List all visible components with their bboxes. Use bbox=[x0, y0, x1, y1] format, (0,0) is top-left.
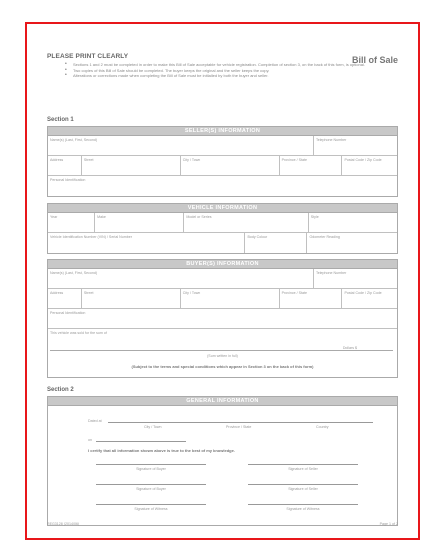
seller-street-field[interactable]: Street bbox=[82, 156, 181, 175]
witness-signature-line-1[interactable] bbox=[96, 504, 206, 505]
bill-of-sale-form bbox=[35, 32, 410, 530]
form-number: REG3128 (2014/06) bbox=[47, 522, 80, 526]
dated-at-label: Dated at bbox=[88, 419, 102, 423]
section-1-label: Section 1 bbox=[47, 117, 74, 123]
sum-written-caption: (Sum written in full) bbox=[207, 354, 238, 358]
seller-phone-field[interactable]: Telephone Number bbox=[315, 137, 347, 142]
witness-signature-caption-1: Signature of Witness bbox=[134, 507, 168, 511]
witness-signature-line-2[interactable] bbox=[248, 504, 358, 505]
general-info-table bbox=[47, 396, 398, 526]
date-line[interactable] bbox=[96, 441, 186, 442]
vehicle-odometer-field[interactable]: Odometer Reading bbox=[309, 234, 340, 239]
buyers-heading: BUYER(S) INFORMATION bbox=[48, 260, 397, 269]
buyer-signature-caption-2: Signature of Buyer bbox=[136, 487, 166, 491]
seller-postal-field[interactable]: Postal Code / Zip Code bbox=[344, 157, 382, 162]
certify-statement: I certify that all information shown above is true to the best of my knowledge. bbox=[88, 448, 235, 453]
buyer-address-label: Address bbox=[48, 289, 82, 308]
form-header bbox=[47, 53, 398, 133]
terms-note: (Subject to the terms and special conditions which appear in Section 3 on the back of this form) bbox=[131, 364, 314, 369]
buyer-province-field[interactable]: Province / State bbox=[280, 289, 343, 308]
buyer-id-field[interactable]: Personal Identification bbox=[50, 310, 86, 315]
vehicle-heading: VEHICLE INFORMATION bbox=[48, 204, 397, 213]
seller-name-field[interactable]: Name(s) (Last, First, Second) bbox=[48, 136, 314, 155]
sum-written-line[interactable] bbox=[50, 350, 393, 351]
vehicle-colour-field[interactable]: Body Colour bbox=[245, 233, 307, 253]
instruction-item: • Alterations or corrections made when completing the Bill of Sale must be initialled by both the buyer and seller. bbox=[65, 73, 365, 78]
print-clearly-heading: PLEASE PRINT CLEARLY bbox=[47, 53, 129, 60]
country-caption: Country bbox=[316, 425, 329, 429]
buyer-signature-line-2[interactable] bbox=[96, 484, 206, 485]
seller-id-field[interactable]: Personal Identification bbox=[50, 177, 86, 182]
instruction-item: • Sections 1 and 2 must be completed in order to make this Bill of Sale acceptable for vehicle registration. Completion of section 3, on the back of this form, is optional. bbox=[65, 62, 365, 67]
sellers-table bbox=[47, 126, 398, 197]
seller-city-field[interactable]: City / Town bbox=[181, 156, 280, 175]
section-2-label: Section 2 bbox=[47, 387, 74, 393]
vehicle-table bbox=[47, 203, 398, 254]
sellers-heading: SELLER(S) INFORMATION bbox=[48, 127, 397, 136]
province-caption: Province / State bbox=[226, 425, 252, 429]
vehicle-vin-field[interactable]: Vehicle Identification Number (VIN) / Serial Number bbox=[48, 233, 245, 253]
seller-province-field[interactable]: Province / State bbox=[280, 156, 343, 175]
dollars-label: Dollars $ bbox=[342, 346, 357, 350]
seller-signature-line-1[interactable] bbox=[248, 464, 358, 465]
vehicle-style-field[interactable]: Style bbox=[310, 214, 319, 219]
buyers-table bbox=[47, 259, 398, 378]
city-caption: City / Town bbox=[144, 425, 162, 429]
sold-for-label: This vehicle was sold for the sum of bbox=[50, 331, 107, 335]
buyer-signature-caption-1: Signature of Buyer bbox=[136, 467, 166, 471]
seller-signature-line-2[interactable] bbox=[248, 484, 358, 485]
seller-address-label: Address bbox=[48, 156, 82, 175]
dated-at-line[interactable] bbox=[108, 422, 373, 423]
instruction-item: • Two copies of this Bill of Sale should be completed. The buyer keeps the original and the seller keeps the copy. bbox=[65, 68, 365, 73]
vehicle-year-field[interactable]: Year bbox=[48, 213, 95, 232]
document-frame bbox=[25, 22, 420, 540]
buyer-city-field[interactable]: City / Town bbox=[181, 289, 280, 308]
seller-signature-caption-1: Signature of Seller bbox=[288, 467, 318, 471]
sale-sum-row bbox=[48, 329, 397, 377]
buyer-signature-line-1[interactable] bbox=[96, 464, 206, 465]
seller-signature-caption-2: Signature of Seller bbox=[288, 487, 318, 491]
general-info-heading: GENERAL INFORMATION bbox=[48, 397, 397, 406]
on-label: on bbox=[88, 438, 92, 442]
vehicle-model-field[interactable]: Model or Series bbox=[184, 213, 308, 232]
form-title: Bill of Sale bbox=[351, 55, 398, 65]
buyer-street-field[interactable]: Street bbox=[82, 289, 181, 308]
buyer-phone-field[interactable]: Telephone Number bbox=[315, 270, 347, 275]
vehicle-make-field[interactable]: Make bbox=[95, 213, 184, 232]
witness-signature-caption-2: Signature of Witness bbox=[286, 507, 320, 511]
buyer-name-field[interactable]: Name(s) (Last, First, Second) bbox=[48, 269, 314, 288]
page-number: Page 1 of 2 bbox=[379, 522, 398, 526]
buyer-postal-field[interactable]: Postal Code / Zip Code bbox=[344, 290, 382, 295]
instructions-list bbox=[65, 62, 365, 79]
